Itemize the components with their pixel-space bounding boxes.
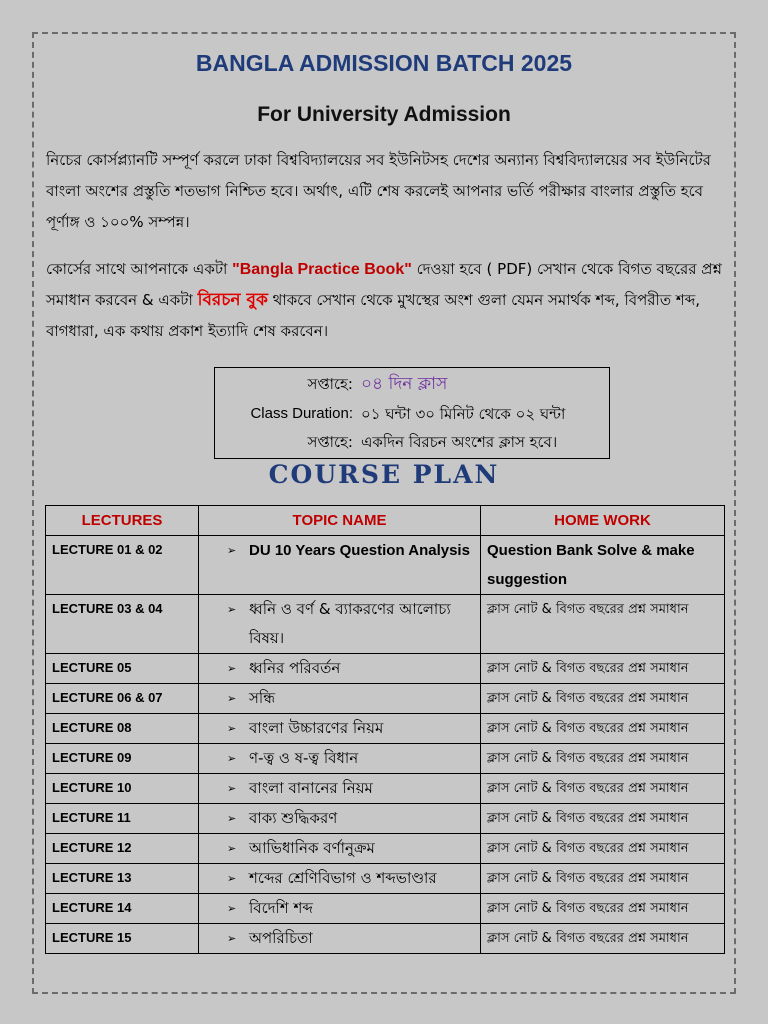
topic-cell xyxy=(199,924,481,954)
topic-cell xyxy=(199,744,481,774)
column-header-lectures: LECTURES xyxy=(46,506,199,536)
arrow-bullet-icon: ➢ xyxy=(227,782,237,795)
topic-text: ধ্বনি ও বর্ণ & ব্যাকরণের আলোচ্য বিষয়। xyxy=(249,600,451,647)
arrow-bullet-icon: ➢ xyxy=(227,692,237,705)
info-value: ০১ ঘন্টা ৩০ মিনিট থেকে ০২ ঘন্টা xyxy=(361,405,566,423)
topic-text: সন্ধি xyxy=(249,689,276,707)
table-row xyxy=(46,595,725,654)
practice-book-highlight: "Bangla Practice Book" xyxy=(232,261,412,278)
topic-cell xyxy=(199,834,481,864)
topic-text: বাক্য শুদ্ধিকরণ xyxy=(249,809,338,827)
arrow-bullet-icon: ➢ xyxy=(227,662,237,675)
info-value: ০৪ দিন ক্লাস xyxy=(361,374,448,394)
course-plan-table xyxy=(45,505,725,954)
table-row xyxy=(46,924,725,954)
topic-text: বিদেশি শব্দ xyxy=(249,899,313,917)
lecture-cell: LECTURE 01 & 02 xyxy=(46,536,199,595)
info-row-birochon-class xyxy=(215,428,609,456)
table-row xyxy=(46,744,725,774)
homework-cell: ক্লাস নোট & বিগত বছরের প্রশ্ন সমাধান xyxy=(481,744,725,774)
lecture-cell: LECTURE 10 xyxy=(46,774,199,804)
arrow-bullet-icon: ➢ xyxy=(227,932,237,945)
lecture-cell: LECTURE 14 xyxy=(46,894,199,924)
topic-text: আভিধানিক বর্ণানুক্রম xyxy=(249,839,375,857)
topic-cell xyxy=(199,774,481,804)
arrow-bullet-icon: ➢ xyxy=(227,842,237,855)
course-plan-heading: COURSE PLAN xyxy=(268,460,500,489)
topic-cell xyxy=(199,864,481,894)
topic-cell xyxy=(199,804,481,834)
arrow-bullet-icon: ➢ xyxy=(227,752,237,765)
topic-text: অপরিচিতা xyxy=(249,929,313,947)
arrow-bullet-icon: ➢ xyxy=(227,722,237,735)
arrow-bullet-icon: ➢ xyxy=(227,544,237,557)
topic-text: DU 10 Years Question Analysis xyxy=(249,542,470,559)
topic-cell xyxy=(199,894,481,924)
table-row xyxy=(46,536,725,595)
homework-cell: ক্লাস নোট & বিগত বছরের প্রশ্ন সমাধান xyxy=(481,834,725,864)
table-row xyxy=(46,684,725,714)
homework-cell: ক্লাস নোট & বিগত বছরের প্রশ্ন সমাধান xyxy=(481,654,725,684)
table-row xyxy=(46,834,725,864)
page-subtitle: For University Admission xyxy=(257,103,511,126)
class-info-box xyxy=(214,367,610,459)
lecture-cell: LECTURE 11 xyxy=(46,804,199,834)
lecture-cell: LECTURE 15 xyxy=(46,924,199,954)
column-header-homework: HOME WORK xyxy=(481,506,725,536)
homework-cell: Question Bank Solve & make suggestion xyxy=(481,536,725,595)
info-key: সপ্তাহে: xyxy=(307,433,353,451)
homework-cell: ক্লাস নোট & বিগত বছরের প্রশ্ন সমাধান xyxy=(481,774,725,804)
homework-cell: ক্লাস নোট & বিগত বছরের প্রশ্ন সমাধান xyxy=(481,804,725,834)
topic-cell xyxy=(199,595,481,654)
homework-cell: ক্লাস নোট & বিগত বছরের প্রশ্ন সমাধান xyxy=(481,595,725,654)
topic-text: ধ্বনির পরিবর্তন xyxy=(249,659,341,677)
lecture-cell: LECTURE 03 & 04 xyxy=(46,595,199,654)
table-row xyxy=(46,774,725,804)
table-header-row xyxy=(46,506,725,536)
lecture-cell: LECTURE 08 xyxy=(46,714,199,744)
homework-cell: ক্লাস নোট & বিগত বছরের প্রশ্ন সমাধান xyxy=(481,894,725,924)
topic-cell xyxy=(199,536,481,595)
table-row xyxy=(46,894,725,924)
info-key: সপ্তাহে: xyxy=(307,375,353,393)
homework-cell: ক্লাস নোট & বিগত বছরের প্রশ্ন সমাধান xyxy=(481,924,725,954)
table-row xyxy=(46,864,725,894)
intro-text-b: দেওয়া হবে ( PDF) সেখান থেকে বিগত বছরের প্রশ্ন সমাধান করবেন & একটা xyxy=(46,260,722,309)
arrow-bullet-icon: ➢ xyxy=(227,603,237,616)
page-title: BANGLA ADMISSION BATCH 2025 xyxy=(195,50,573,76)
info-value: একদিন বিরচন অংশের ক্লাস হবে। xyxy=(361,433,558,451)
lecture-cell: LECTURE 05 xyxy=(46,654,199,684)
info-row-class-duration xyxy=(215,400,609,428)
intro-paragraph-1: নিচের কোর্সপ্ল্যানটি সম্পূর্ণ করলে ঢাকা বিশ্ববিদ্যালয়ের সব ইউনিটসহ দেশের অন্যান্য বিশ্ববিদ্যালয়ের সব ইউনিটের বাংলা অংশের প্রস্তুতি শতভাগ নিশ্চিত হবে। অর্থাৎ, এটি শেষ করলেই আপনার ভর্তি পরীক্ষার বাংলার প্রস্তুতি হবে পূর্ণাঙ্গ ও ১০০% সম্পন্ন। xyxy=(46,151,711,231)
topic-text: শব্দের শ্রেণিবিভাগ ও শব্দভাণ্ডার xyxy=(249,869,437,887)
homework-cell: ক্লাস নোট & বিগত বছরের প্রশ্ন সমাধান xyxy=(481,864,725,894)
table-row xyxy=(46,714,725,744)
table-row xyxy=(46,804,725,834)
topic-text: বাংলা উচ্চারণের নিয়ম xyxy=(249,719,384,737)
intro-text-c: থাকবে সেখান থেকে মুখস্থের অংশ গুলা যেমন সমার্থক শব্দ, বিপরীত শব্দ, বাগধারা, এক কথায় প্রকাশ ইত্যাদি শেষ করবেন। xyxy=(46,291,701,340)
intro-paragraph-2 xyxy=(46,254,726,347)
column-header-topic: TOPIC NAME xyxy=(199,506,481,536)
arrow-bullet-icon: ➢ xyxy=(227,872,237,885)
info-key: Class Duration: xyxy=(250,405,353,422)
topic-cell xyxy=(199,714,481,744)
table-row xyxy=(46,654,725,684)
topic-text: বাংলা বানানের নিয়ম xyxy=(249,779,373,797)
intro-text-a: কোর্সের সাথে আপনাকে একটা xyxy=(46,260,233,278)
info-row-weekly-classes xyxy=(215,370,609,398)
lecture-cell: LECTURE 13 xyxy=(46,864,199,894)
birochon-book-highlight: বিরচন বুক xyxy=(197,290,268,310)
lecture-cell: LECTURE 12 xyxy=(46,834,199,864)
homework-cell: ক্লাস নোট & বিগত বছরের প্রশ্ন সমাধান xyxy=(481,714,725,744)
topic-cell xyxy=(199,654,481,684)
arrow-bullet-icon: ➢ xyxy=(227,902,237,915)
topic-cell xyxy=(199,684,481,714)
lecture-cell: LECTURE 06 & 07 xyxy=(46,684,199,714)
topic-text: ণ-ত্ব ও ষ-ত্ব বিধান xyxy=(249,749,359,767)
homework-cell: ক্লাস নোট & বিগত বছরের প্রশ্ন সমাধান xyxy=(481,684,725,714)
lecture-cell: LECTURE 09 xyxy=(46,744,199,774)
arrow-bullet-icon: ➢ xyxy=(227,812,237,825)
